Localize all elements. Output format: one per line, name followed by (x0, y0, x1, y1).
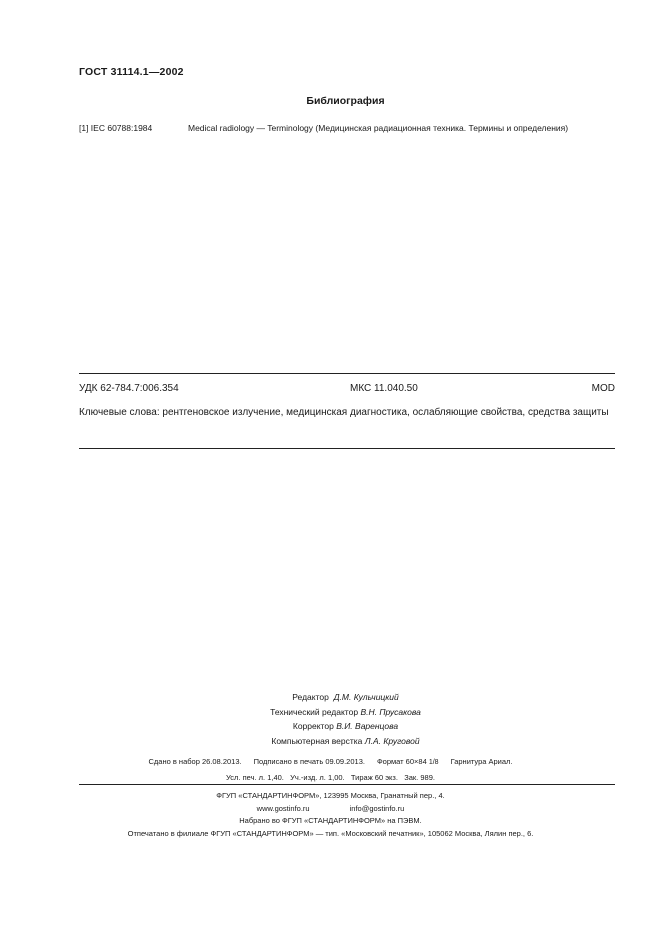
footer-typeset: Набрано во ФГУП «СТАНДАРТИНФОРМ» на ПЭВМ. (239, 816, 422, 825)
footer-printed: Отпечатано в филиале ФГУП «СТАНДАРТИНФОРМ» — тип. «Московский печатник», 105062 Москва, Лялин пер., 6. (127, 828, 534, 838)
bibliography-ref: [1] IEC 60788:1984 (79, 123, 153, 133)
publication-info (0, 754, 661, 785)
publication-line-2: Усл. печ. л. 1,40. Уч.-изд. л. 1,00. Тираж 60 экз. Зак. 989. (226, 773, 435, 782)
mod-label: MOD (591, 383, 615, 394)
footer-email: info@gostinfo.ru (349, 803, 405, 813)
bibliography-title: Библиография (306, 95, 385, 107)
credit-editor: Редактор Д.М. Кульчицкий (292, 692, 399, 702)
divider-top (79, 373, 615, 374)
divider-footer (79, 784, 615, 785)
udk-code: УДК 62-784.7:006.354 (79, 383, 179, 394)
publication-line-1: Сдано в набор 26.08.2013. Подписано в печать 09.09.2013. Формат 60×84 1/8 Гарнитура Ариал. (148, 757, 513, 766)
credits-block (0, 690, 661, 748)
bibliography-text: Medical radiology — Terminology (Медицинская радиационная техника. Термины и определения) (188, 123, 569, 133)
credit-tech-editor: Технический редактор В.Н. Прусакова (270, 706, 421, 717)
footer-site: www.gostinfo.ru (256, 803, 310, 813)
credit-layout: Компьютерная верстка Л.А. Круговой (271, 735, 420, 746)
credit-proofreader: Корректор В.И. Варенцова (292, 721, 399, 731)
footer-org: ФГУП «СТАНДАРТИНФОРМ», 123995 Москва, Гранатный пер., 4. (216, 791, 445, 800)
standard-number: ГОСТ 31114.1—2002 (79, 66, 184, 78)
footer-contacts (0, 803, 661, 816)
publisher-footer (0, 790, 661, 840)
divider-keywords (79, 448, 615, 449)
mks-code: МКС 11.040.50 (350, 383, 418, 394)
format-fraction: 1/8 (428, 759, 439, 766)
keywords: Ключевые слова: рентгеновское излучение, медицинская диагностика, ослабляющие свойства, средства защиты (79, 407, 609, 418)
